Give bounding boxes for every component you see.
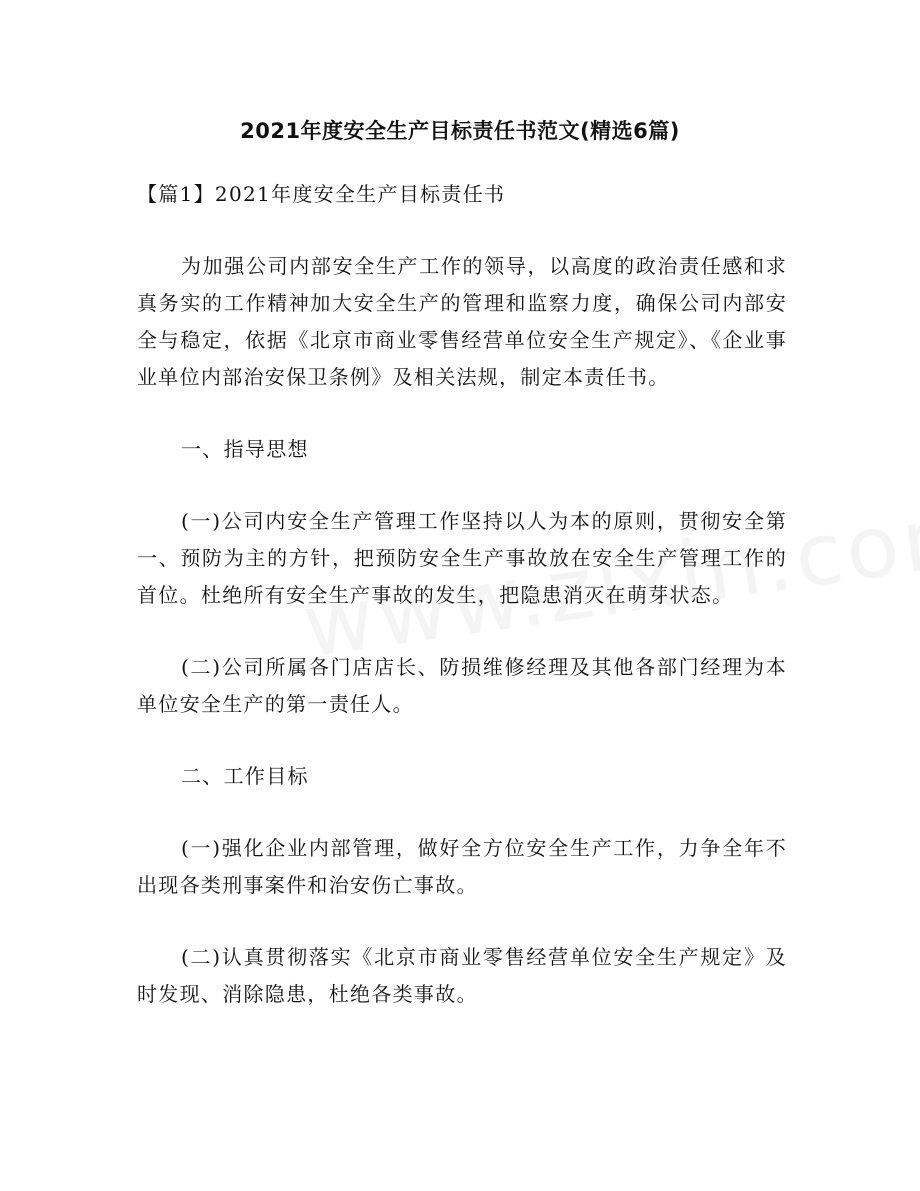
paragraph-principle-1: (一)公司内安全生产管理工作坚持以人为本的原则，贯彻安全第一、预防为主的方针，把预防安全生产事故放在安全生产管理工作的首位。杜绝所有安全生产事故的发生，把隐患消灭在萌芽状态。 bbox=[137, 509, 787, 607]
paragraph-goal-2: (二)认真贯彻落实《北京市商业零售经营单位安全生产规定》及时发现、消除隐患，杜绝各类事故。 bbox=[137, 945, 787, 1006]
paragraph-intro: 为加强公司内部安全生产工作的领导，以高度的政治责任感和求真务实的工作精神加大安全生产的管理和监察力度，确保公司内部安全与稳定，依据《北京市商业零售经营单位安全生产规定》、《企业事业单位内部治安保卫条例》及相关法规，制定本责任书。 bbox=[137, 254, 787, 389]
document-title: 2021年度安全生产目标责任书范文(精选6篇) bbox=[240, 119, 680, 143]
section-heading-work-goals: 二、工作目标 bbox=[181, 764, 309, 788]
paragraph-goal-1: (一)强化企业内部管理，做好全方位安全生产工作，力争全年不出现各类刑事案件和治安伤亡事故。 bbox=[137, 836, 787, 897]
document-body bbox=[137, 176, 787, 1013]
article-heading: 【篇1】2021年度安全生产目标责任书 bbox=[137, 182, 506, 206]
paragraph-principle-2: (二)公司所属各门店店长、防损维修经理及其他各部门经理为本单位安全生产的第一责任人。 bbox=[137, 655, 787, 716]
section-heading-guiding-principle: 一、指导思想 bbox=[181, 437, 309, 461]
